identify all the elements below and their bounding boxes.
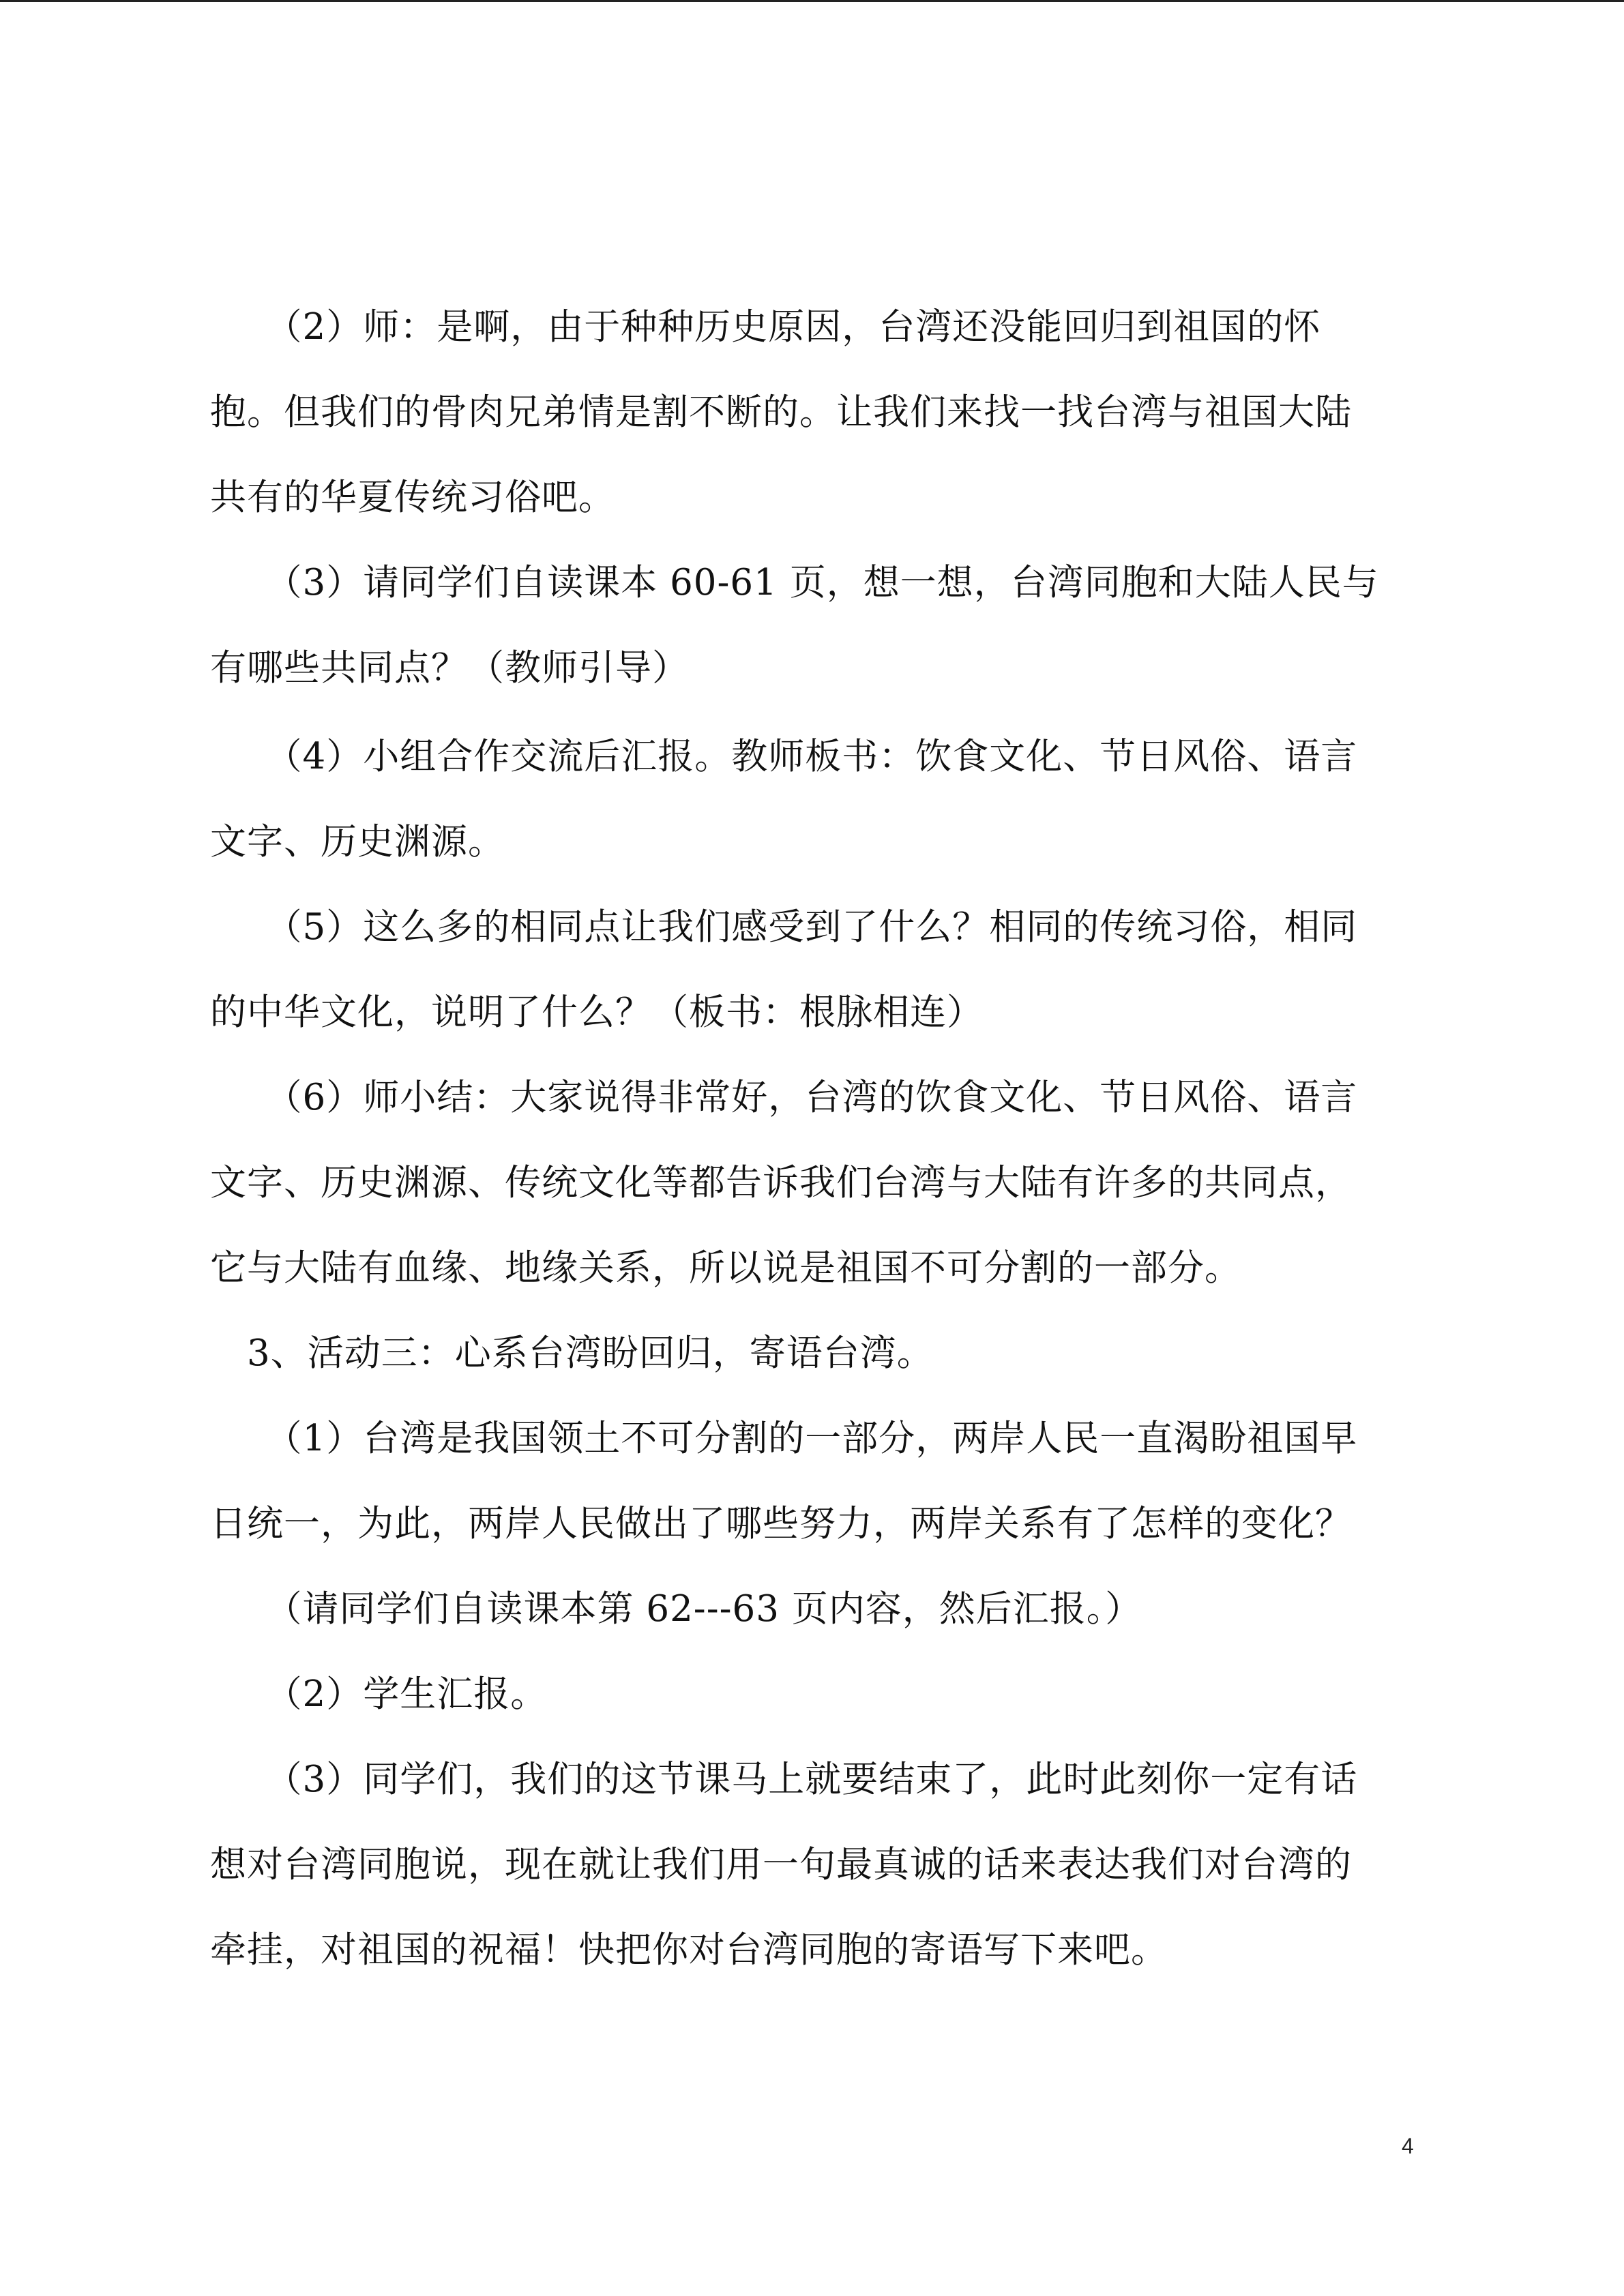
text-line: 3、活动三：心系台湾盼回归，寄语台湾。 (210, 1332, 934, 1374)
text-line: 共有的华夏传统习俗吧。 (210, 477, 615, 518)
text-line: （2）学生汇报。 (210, 1673, 548, 1715)
text-line: 抱。但我们的骨肉兄弟情是割不断的。让我们来找一找台湾与祖国大陆 (210, 391, 1352, 433)
text-line: （4）小组合作交流后汇报。教师板书：饮食文化、节日风俗、语言 (210, 736, 1358, 777)
text-line: （1）台湾是我国领土不可分割的一部分，两岸人民一直渴盼祖国早 (210, 1418, 1358, 1459)
text-line: （请同学们自读课本第 62---63 页内容，然后汇报。） (210, 1588, 1142, 1630)
text-line: （6）师小结：大家说得非常好，台湾的饮食文化、节日风俗、语言 (210, 1077, 1358, 1118)
text-line: 日统一，为此，两岸人民做出了哪些努力，两岸关系有了怎样的变化？ (210, 1503, 1352, 1545)
text-line: （5）这么多的相同点让我们感受到了什么？相同的传统习俗，相同 (210, 906, 1358, 948)
text-line: 文字、历史渊源、传统文化等都告诉我们台湾与大陆有许多的共同点， (210, 1162, 1352, 1204)
text-line: 有哪些共同点？（教师引导） (210, 647, 689, 689)
text-line: 牵挂，对祖国的祝福！快把你对台湾同胞的寄语写下来吧。 (210, 1929, 1168, 1971)
text-line: （3）请同学们自读课本 60-61 页，想一想，台湾同胞和大陆人民与 (210, 562, 1379, 603)
text-line: （2）师：是啊，由于种种历史原因，台湾还没能回归到祖国的怀 (210, 306, 1321, 348)
text-line: 文字、历史渊源。 (210, 821, 505, 863)
text-line: 它与大陆有血缘、地缘关系，所以说是祖国不可分割的一部分。 (210, 1247, 1241, 1289)
text-line: 的中华文化，说明了什么？（板书：根脉相连） (210, 992, 984, 1033)
text-line: 想对台湾同胞说，现在就让我们用一句最真诚的话来表达我们对台湾的 (210, 1844, 1352, 1885)
text-line: （3）同学们，我们的这节课马上就要结束了，此时此刻你一定有话 (210, 1759, 1358, 1800)
page-number: 4 (1402, 2134, 1414, 2158)
